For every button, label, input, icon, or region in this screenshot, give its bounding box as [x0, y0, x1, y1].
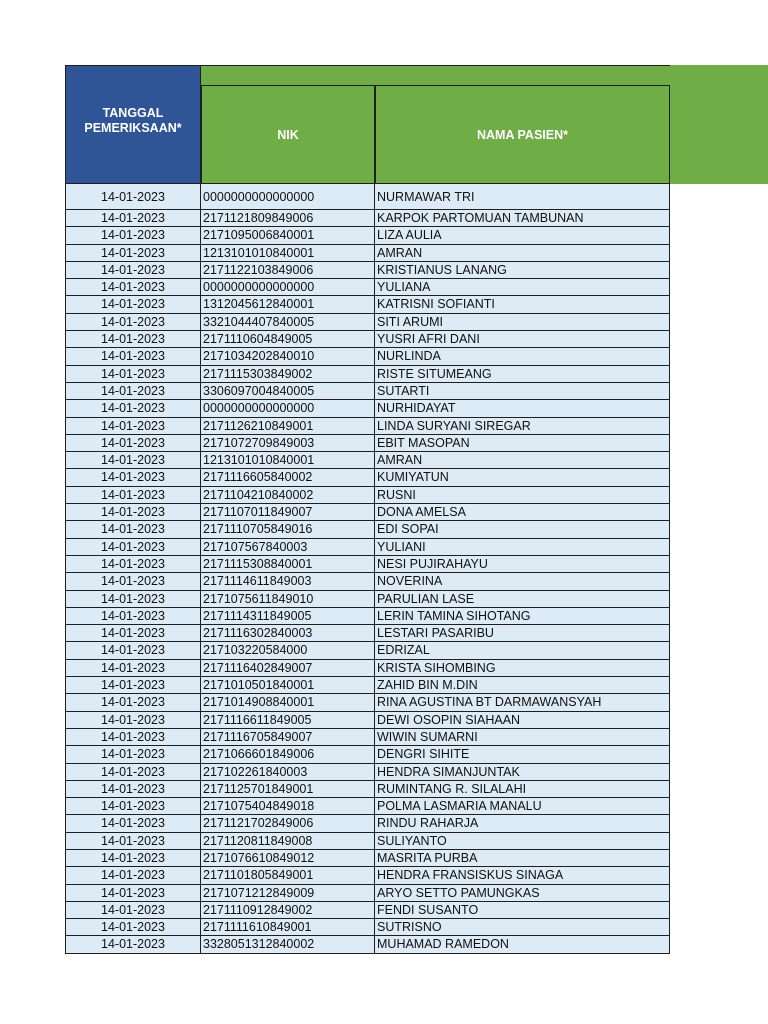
table-row — [65, 573, 670, 590]
table-row — [65, 556, 670, 573]
name-cell[interactable]: KRISTA SIHOMBING — [375, 660, 670, 677]
date-cell[interactable]: 14-01-2023 — [65, 764, 201, 781]
nik-cell[interactable]: 2171122103849006 — [201, 262, 375, 279]
name-cell[interactable]: EBIT MASOPAN — [375, 435, 670, 452]
nik-cell[interactable]: 0000000000000000 — [201, 400, 375, 417]
nik-cell[interactable]: 2171066601849006 — [201, 746, 375, 763]
nik-cell[interactable]: 2171126210849001 — [201, 418, 375, 435]
name-cell[interactable]: PARULIAN LASE — [375, 591, 670, 608]
date-cell[interactable]: 14-01-2023 — [65, 400, 201, 417]
table-row — [65, 469, 670, 486]
table-row — [65, 245, 670, 262]
name-cell[interactable]: NURMAWAR TRI — [375, 184, 670, 210]
date-cell[interactable]: 14-01-2023 — [65, 521, 201, 538]
table-row — [65, 210, 670, 227]
name-cell[interactable]: SUTARTI — [375, 383, 670, 400]
header-nama-pasien[interactable] — [375, 85, 670, 184]
table-row — [65, 660, 670, 677]
nik-cell[interactable]: 2171115308840001 — [201, 556, 375, 573]
nik-cell[interactable]: 2171072709849003 — [201, 435, 375, 452]
table-row — [65, 642, 670, 659]
nik-cell[interactable]: 2171107011849007 — [201, 504, 375, 521]
nik-cell[interactable]: 1213101010840001 — [201, 245, 375, 262]
table-row — [65, 366, 670, 383]
table-row — [65, 296, 670, 313]
table-row — [65, 677, 670, 694]
date-cell[interactable]: 14-01-2023 — [65, 936, 201, 953]
name-cell[interactable]: RINA AGUSTINA BT DARMAWANSYAH — [375, 694, 670, 711]
date-cell[interactable]: 14-01-2023 — [65, 383, 201, 400]
table-row — [65, 400, 670, 417]
date-cell[interactable]: 14-01-2023 — [65, 245, 201, 262]
date-cell[interactable]: 14-01-2023 — [65, 452, 201, 469]
table-row — [65, 331, 670, 348]
nik-cell[interactable]: 2171014908840001 — [201, 694, 375, 711]
table-row — [65, 521, 670, 538]
date-cell[interactable]: 14-01-2023 — [65, 184, 201, 210]
table-row — [65, 729, 670, 746]
name-cell[interactable]: EDI SOPAI — [375, 521, 670, 538]
nik-cell[interactable]: 2171116705849007 — [201, 729, 375, 746]
nik-cell[interactable]: 2171120811849008 — [201, 833, 375, 850]
date-cell[interactable]: 14-01-2023 — [65, 833, 201, 850]
table-row — [65, 625, 670, 642]
date-cell[interactable]: 14-01-2023 — [65, 867, 201, 884]
nik-cell[interactable]: 3306097004840005 — [201, 383, 375, 400]
table-row — [65, 764, 670, 781]
date-cell[interactable]: 14-01-2023 — [65, 210, 201, 227]
name-cell[interactable]: LINDA SURYANI SIREGAR — [375, 418, 670, 435]
date-cell[interactable]: 14-01-2023 — [65, 504, 201, 521]
nik-cell[interactable]: 2171114311849005 — [201, 608, 375, 625]
table-row — [65, 435, 670, 452]
nik-cell[interactable]: 2171114611849003 — [201, 573, 375, 590]
nik-cell[interactable]: 3328051312840002 — [201, 936, 375, 953]
date-cell[interactable]: 14-01-2023 — [65, 919, 201, 936]
name-cell[interactable]: KRISTIANUS LANANG — [375, 262, 670, 279]
table-row — [65, 279, 670, 296]
date-cell[interactable]: 14-01-2023 — [65, 227, 201, 244]
table-row — [65, 746, 670, 763]
date-cell[interactable]: 14-01-2023 — [65, 487, 201, 504]
nik-cell[interactable]: 2171111610849001 — [201, 919, 375, 936]
date-cell[interactable]: 14-01-2023 — [65, 850, 201, 867]
nik-cell[interactable]: 2171071212849009 — [201, 885, 375, 902]
name-cell[interactable]: POLMA LASMARIA MANALU — [375, 798, 670, 815]
header-extension-fill — [670, 65, 768, 184]
table-row — [65, 694, 670, 711]
name-cell[interactable]: LESTARI PASARIBU — [375, 625, 670, 642]
date-cell[interactable]: 14-01-2023 — [65, 608, 201, 625]
date-cell[interactable]: 14-01-2023 — [65, 366, 201, 383]
nik-cell[interactable]: 2171115303849002 — [201, 366, 375, 383]
name-cell[interactable]: NOVERINA — [375, 573, 670, 590]
date-cell[interactable]: 14-01-2023 — [65, 435, 201, 452]
nik-cell[interactable]: 2171110604849005 — [201, 331, 375, 348]
date-cell[interactable]: 14-01-2023 — [65, 781, 201, 798]
name-cell[interactable]: AMRAN — [375, 245, 670, 262]
table-row — [65, 798, 670, 815]
nik-cell[interactable]: 0000000000000000 — [201, 279, 375, 296]
nik-cell[interactable]: 2171116605840002 — [201, 469, 375, 486]
table-row — [65, 608, 670, 625]
date-cell[interactable]: 14-01-2023 — [65, 591, 201, 608]
name-cell[interactable]: HENDRA FRANSISKUS SINAGA — [375, 867, 670, 884]
nik-cell[interactable]: 217103220584000 — [201, 642, 375, 659]
date-cell[interactable]: 14-01-2023 — [65, 712, 201, 729]
name-cell[interactable]: ZAHID BIN M.DIN — [375, 677, 670, 694]
name-cell[interactable]: SUTRISNO — [375, 919, 670, 936]
date-cell[interactable]: 14-01-2023 — [65, 279, 201, 296]
name-cell[interactable]: HENDRA SIMANJUNTAK — [375, 764, 670, 781]
date-cell[interactable]: 14-01-2023 — [65, 539, 201, 556]
date-cell[interactable]: 14-01-2023 — [65, 348, 201, 365]
date-cell[interactable]: 14-01-2023 — [65, 798, 201, 815]
header-tanggal-label: TANGGAL PEMERIKSAAN* — [84, 105, 182, 135]
nik-cell[interactable]: 2171116402849007 — [201, 660, 375, 677]
date-cell[interactable]: 14-01-2023 — [65, 296, 201, 313]
date-cell[interactable]: 14-01-2023 — [65, 625, 201, 642]
nik-cell[interactable]: 2171121702849006 — [201, 815, 375, 832]
date-cell[interactable]: 14-01-2023 — [65, 418, 201, 435]
name-cell[interactable]: KATRISNI SOFIANTI — [375, 296, 670, 313]
table-row — [65, 712, 670, 729]
date-cell[interactable]: 14-01-2023 — [65, 573, 201, 590]
name-cell[interactable]: FENDI SUSANTO — [375, 902, 670, 919]
table-row — [65, 867, 670, 884]
name-cell[interactable]: KARPOK PARTOMUAN TAMBUNAN — [375, 210, 670, 227]
name-cell[interactable]: YULIANA — [375, 279, 670, 296]
table-row — [65, 885, 670, 902]
nik-cell[interactable]: 2171116302840003 — [201, 625, 375, 642]
date-cell[interactable]: 14-01-2023 — [65, 729, 201, 746]
nik-cell[interactable]: 0000000000000000 — [201, 184, 375, 210]
header-tanggal-pemeriksaan[interactable] — [65, 65, 201, 184]
table-row — [65, 902, 670, 919]
nik-cell[interactable]: 3321044407840005 — [201, 314, 375, 331]
nik-cell[interactable]: 2171095006840001 — [201, 227, 375, 244]
name-cell[interactable]: SITI ARUMI — [375, 314, 670, 331]
name-cell[interactable]: KUMIYATUN — [375, 469, 670, 486]
name-cell[interactable]: RUSNI — [375, 487, 670, 504]
header-merged-band[interactable] — [201, 65, 670, 85]
name-cell[interactable]: LIZA AULIA — [375, 227, 670, 244]
table-row — [65, 227, 670, 244]
name-cell[interactable]: DONA AMELSA — [375, 504, 670, 521]
nik-cell[interactable]: 1213101010840001 — [201, 452, 375, 469]
table-row — [65, 591, 670, 608]
table-row — [65, 487, 670, 504]
nik-cell[interactable]: 2171121809849006 — [201, 210, 375, 227]
date-cell[interactable]: 14-01-2023 — [65, 660, 201, 677]
date-cell[interactable]: 14-01-2023 — [65, 469, 201, 486]
table-row — [65, 936, 670, 953]
nik-cell[interactable]: 2171010501840001 — [201, 677, 375, 694]
table-row — [65, 850, 670, 867]
name-cell[interactable]: SULIYANTO — [375, 833, 670, 850]
name-cell[interactable]: DENGRI SIHITE — [375, 746, 670, 763]
nik-cell[interactable]: 1312045612840001 — [201, 296, 375, 313]
date-cell[interactable]: 14-01-2023 — [65, 331, 201, 348]
date-cell[interactable]: 14-01-2023 — [65, 556, 201, 573]
date-cell[interactable]: 14-01-2023 — [65, 885, 201, 902]
table-row — [65, 781, 670, 798]
data-rows — [65, 184, 670, 954]
nik-cell[interactable]: 2171101805849001 — [201, 867, 375, 884]
table-row — [65, 504, 670, 521]
table-row — [65, 833, 670, 850]
date-cell[interactable]: 14-01-2023 — [65, 262, 201, 279]
name-cell[interactable]: NESI PUJIRAHAYU — [375, 556, 670, 573]
name-cell[interactable]: RISTE SITUMEANG — [375, 366, 670, 383]
table-row — [65, 815, 670, 832]
nik-cell[interactable]: 217102261840003 — [201, 764, 375, 781]
name-cell[interactable]: LERIN TAMINA SIHOTANG — [375, 608, 670, 625]
date-cell[interactable]: 14-01-2023 — [65, 694, 201, 711]
date-cell[interactable]: 14-01-2023 — [65, 902, 201, 919]
table-row — [65, 314, 670, 331]
date-cell[interactable]: 14-01-2023 — [65, 677, 201, 694]
name-cell[interactable]: ARYO SETTO PAMUNGKAS — [375, 885, 670, 902]
nik-cell[interactable]: 2171110912849002 — [201, 902, 375, 919]
table-row — [65, 348, 670, 365]
date-cell[interactable]: 14-01-2023 — [65, 642, 201, 659]
table-row — [65, 262, 670, 279]
nik-cell[interactable]: 2171076610849012 — [201, 850, 375, 867]
nik-cell[interactable]: 2171075404849018 — [201, 798, 375, 815]
nik-cell[interactable]: 2171104210840002 — [201, 487, 375, 504]
nik-cell[interactable]: 217107567840003 — [201, 539, 375, 556]
name-cell[interactable]: MASRITA PURBA — [375, 850, 670, 867]
nik-cell[interactable]: 2171034202840010 — [201, 348, 375, 365]
name-cell[interactable]: RINDU RAHARJA — [375, 815, 670, 832]
name-cell[interactable]: EDRIZAL — [375, 642, 670, 659]
name-cell[interactable]: AMRAN — [375, 452, 670, 469]
name-cell[interactable]: RUMINTANG R. SILALAHI — [375, 781, 670, 798]
nik-cell[interactable]: 2171125701849001 — [201, 781, 375, 798]
table-row — [65, 184, 670, 210]
table-row — [65, 452, 670, 469]
nik-cell[interactable]: 2171075611849010 — [201, 591, 375, 608]
table-row — [65, 539, 670, 556]
table-row — [65, 919, 670, 936]
name-cell[interactable]: NURHIDAYAT — [375, 400, 670, 417]
name-cell[interactable]: YULIANI — [375, 539, 670, 556]
name-cell[interactable]: YUSRI AFRI DANI — [375, 331, 670, 348]
table-row — [65, 418, 670, 435]
date-cell[interactable]: 14-01-2023 — [65, 314, 201, 331]
name-cell[interactable]: MUHAMAD RAMEDON — [375, 936, 670, 953]
name-cell[interactable]: DEWI OSOPIN SIAHAAN — [375, 712, 670, 729]
date-cell[interactable]: 14-01-2023 — [65, 815, 201, 832]
nik-cell[interactable]: 2171116611849005 — [201, 712, 375, 729]
table-row — [65, 383, 670, 400]
date-cell[interactable]: 14-01-2023 — [65, 746, 201, 763]
name-cell[interactable]: NURLINDA — [375, 348, 670, 365]
nik-cell[interactable]: 2171110705849016 — [201, 521, 375, 538]
header-nik[interactable] — [201, 85, 375, 184]
header-nama-label: NAMA PASIEN* — [477, 127, 568, 142]
name-cell[interactable]: WIWIN SUMARNI — [375, 729, 670, 746]
header-nik-label: NIK — [277, 127, 299, 142]
